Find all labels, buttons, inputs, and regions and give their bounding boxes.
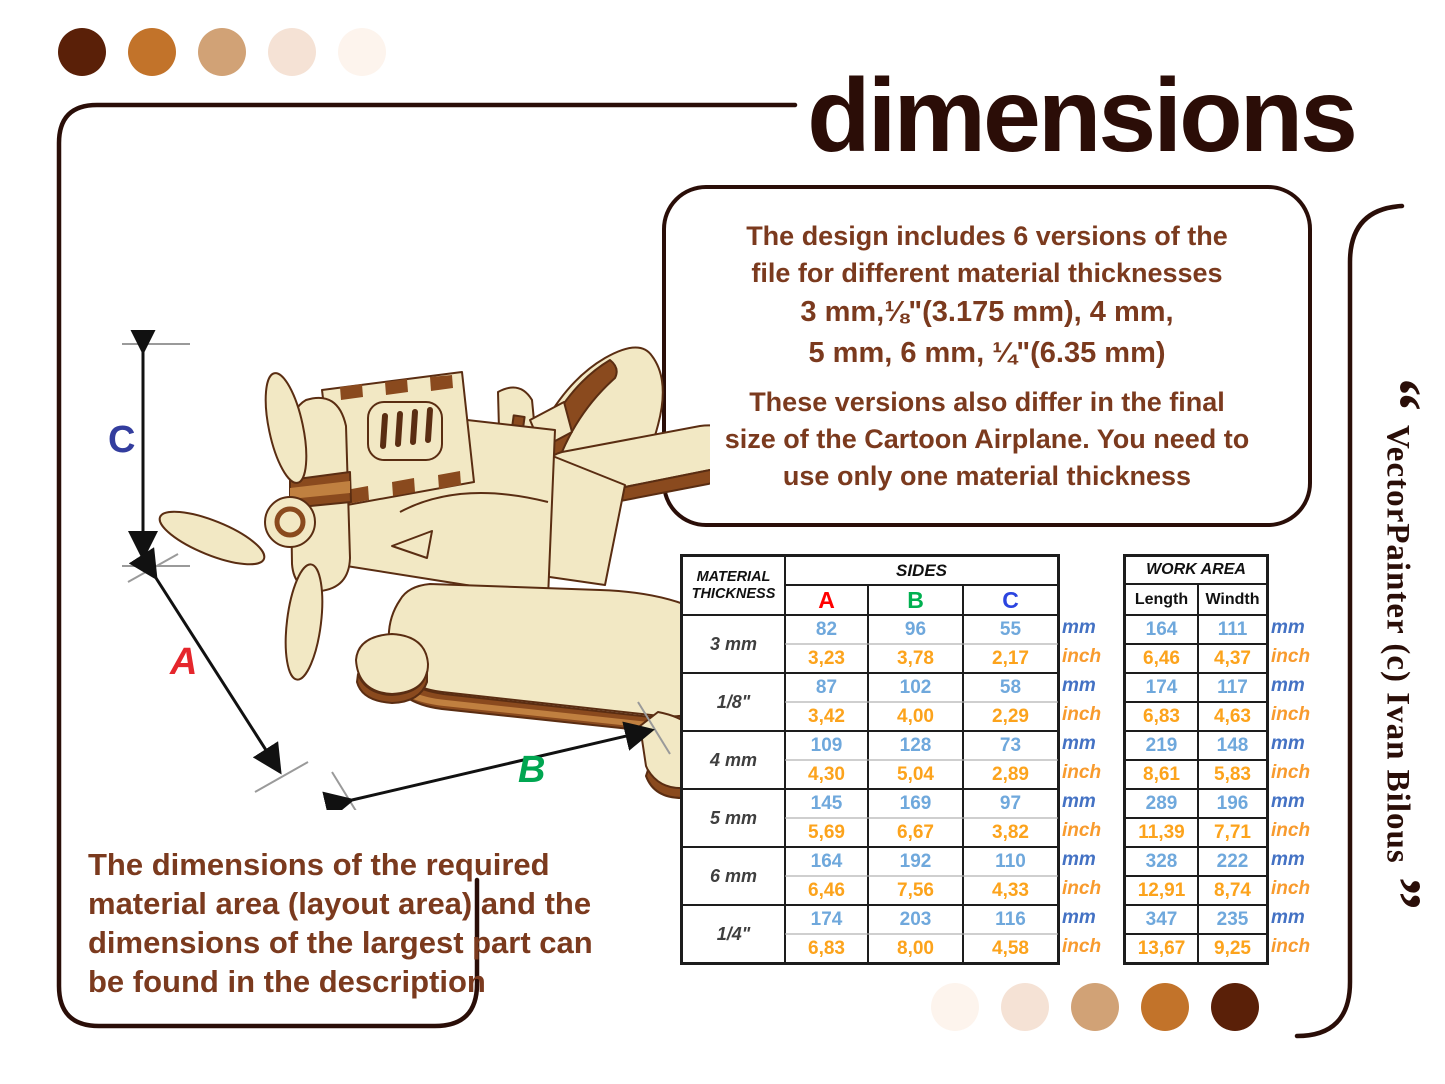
info-box [662, 185, 1312, 527]
unit-label-inch: inch [1062, 819, 1102, 841]
palette-swatch [1071, 983, 1119, 1031]
work-value-inch-cell: 13,67 [1125, 934, 1198, 963]
unit-label-mm: mm [1062, 790, 1096, 812]
work-value-mm-cell: 347 [1125, 905, 1198, 934]
sides-value-inch-cell: 4,33 [963, 876, 1058, 905]
sides-value-inch-cell: 5,69 [785, 818, 868, 847]
info-line: use only one material thickness [782, 460, 1192, 491]
work-value-mm-cell: 235 [1198, 905, 1267, 934]
unit-label-mm: mm [1062, 616, 1096, 638]
sides-value-mm-cell: 174 [785, 905, 868, 934]
bottom-note-line: be found in the description [88, 964, 486, 999]
work-col-header: Length [1125, 584, 1198, 615]
airplane [154, 347, 710, 798]
page-title: dimensions [807, 58, 1355, 174]
unit-label-mm: mm [1271, 848, 1305, 870]
work-value-mm-cell: 289 [1125, 789, 1198, 818]
color-swatches-top [58, 28, 386, 76]
palette-swatch [58, 28, 106, 76]
info-line-thicknesses: 3 mm,⅛"(3.175 mm), 4 mm, [800, 295, 1174, 328]
material-thickness-cell: 3 mm [682, 615, 785, 673]
bottom-note-line: material area (layout area) and the [88, 886, 592, 921]
sides-value-inch-cell: 4,00 [868, 702, 963, 731]
sides-value-inch-cell: 7,56 [868, 876, 963, 905]
work-value-mm-cell: 328 [1125, 847, 1198, 876]
sides-value-mm-cell: 145 [785, 789, 868, 818]
unit-label-inch: inch [1271, 877, 1311, 899]
sides-value-mm-cell: 192 [868, 847, 963, 876]
sides-value-inch-cell: 3,42 [785, 702, 868, 731]
unit-label-mm: mm [1271, 674, 1305, 696]
palette-swatch [338, 28, 386, 76]
palette-swatch [198, 28, 246, 76]
sides-value-inch-cell: 3,23 [785, 644, 868, 673]
unit-label-mm: mm [1271, 616, 1305, 638]
work-col-header: Windth [1198, 584, 1267, 615]
work-value-mm-cell: 148 [1198, 731, 1267, 760]
sides-value-inch-cell: 3,78 [868, 644, 963, 673]
unit-label-mm: mm [1271, 732, 1305, 754]
work-area-table [1123, 554, 1269, 965]
sides-value-mm-cell: 203 [868, 905, 963, 934]
sides-value-mm-cell: 96 [868, 615, 963, 644]
sides-unit-labels [1062, 554, 1101, 961]
work-value-mm-cell: 111 [1198, 615, 1267, 644]
unit-label-inch: inch [1271, 761, 1311, 783]
color-swatches-bottom [931, 983, 1259, 1031]
unit-label-inch: inch [1271, 703, 1311, 725]
unit-label-mm: mm [1271, 906, 1305, 928]
unit-label-inch: inch [1062, 877, 1102, 899]
credit-text: VectorPainter (c) Ivan Bilous [1379, 424, 1416, 864]
sides-value-mm-cell: 110 [963, 847, 1058, 876]
sides-col-header: C [963, 585, 1058, 615]
info-line: The design includes 6 versions of the [746, 220, 1228, 251]
sides-value-inch-cell: 4,30 [785, 760, 868, 789]
work-value-inch-cell: 9,25 [1198, 934, 1267, 963]
work-value-inch-cell: 11,39 [1125, 818, 1198, 847]
work-value-inch-cell: 6,46 [1125, 644, 1198, 673]
sides-value-mm-cell: 97 [963, 789, 1058, 818]
sides-value-mm-cell: 109 [785, 731, 868, 760]
sides-table-sides-header: SIDES [785, 556, 1058, 585]
work-value-mm-cell: 196 [1198, 789, 1267, 818]
sides-value-inch-cell: 5,04 [868, 760, 963, 789]
unit-label-inch: inch [1062, 703, 1102, 725]
airplane-illustration [70, 330, 710, 810]
sides-value-inch-cell: 6,67 [868, 818, 963, 847]
sides-value-mm-cell: 55 [963, 615, 1058, 644]
unit-label-inch: inch [1271, 819, 1311, 841]
bottom-note [88, 845, 593, 1001]
unit-label-inch: inch [1271, 645, 1311, 667]
work-value-inch-cell: 12,91 [1125, 876, 1198, 905]
sides-value-mm-cell: 58 [963, 673, 1058, 702]
sides-value-inch-cell: 3,82 [963, 818, 1058, 847]
open-quote: “ [1360, 377, 1434, 411]
sides-value-inch-cell: 2,17 [963, 644, 1058, 673]
sides-value-mm-cell: 73 [963, 731, 1058, 760]
sides-value-inch-cell: 4,58 [963, 934, 1058, 963]
unit-label-mm: mm [1062, 732, 1096, 754]
sides-value-inch-cell: 6,83 [785, 934, 868, 963]
unit-label-inch: inch [1062, 761, 1102, 783]
credit-vertical [1352, 238, 1442, 1050]
unit-label-inch: inch [1271, 935, 1311, 957]
bottom-note-line: dimensions of the largest part can [88, 925, 593, 960]
material-thickness-cell: 6 mm [682, 847, 785, 905]
sides-value-mm-cell: 87 [785, 673, 868, 702]
dimension-a [128, 554, 308, 792]
unit-label-mm: mm [1062, 906, 1096, 928]
dimension-label-b: B [518, 749, 546, 791]
unit-label-mm: mm [1271, 790, 1305, 812]
sides-value-mm-cell: 102 [868, 673, 963, 702]
sides-value-inch-cell: 2,29 [963, 702, 1058, 731]
sides-value-mm-cell: 169 [868, 789, 963, 818]
work-value-inch-cell: 8,74 [1198, 876, 1267, 905]
palette-swatch [1141, 983, 1189, 1031]
close-quote: ” [1360, 877, 1434, 911]
sides-table-material-header: MATERIAL THICKNESS [682, 556, 785, 615]
work-value-mm-cell: 222 [1198, 847, 1267, 876]
sides-value-mm-cell: 164 [785, 847, 868, 876]
sides-value-inch-cell: 8,00 [868, 934, 963, 963]
work-value-inch-cell: 6,83 [1125, 702, 1198, 731]
palette-swatch [931, 983, 979, 1031]
material-thickness-cell: 1/8" [682, 673, 785, 731]
bottom-note-line: The dimensions of the required [88, 847, 550, 882]
work-value-inch-cell: 7,71 [1198, 818, 1267, 847]
work-value-mm-cell: 117 [1198, 673, 1267, 702]
sides-value-inch-cell: 6,46 [785, 876, 868, 905]
sides-value-mm-cell: 116 [963, 905, 1058, 934]
material-thickness-cell: 4 mm [682, 731, 785, 789]
palette-swatch [1211, 983, 1259, 1031]
work-value-mm-cell: 174 [1125, 673, 1198, 702]
palette-swatch [128, 28, 176, 76]
material-thickness-cell: 1/4" [682, 905, 785, 963]
material-thickness-cell: 5 mm [682, 789, 785, 847]
info-line: size of the Cartoon Airplane. You need to [724, 423, 1250, 454]
work-value-inch-cell: 4,63 [1198, 702, 1267, 731]
unit-label-mm: mm [1062, 848, 1096, 870]
sides-value-inch-cell: 2,89 [963, 760, 1058, 789]
info-line-thicknesses: 5 mm, 6 mm, ¼"(6.35 mm) [808, 336, 1166, 369]
unit-label-inch: inch [1062, 935, 1102, 957]
work-unit-labels [1271, 554, 1310, 961]
unit-label-inch: inch [1062, 645, 1102, 667]
work-value-mm-cell: 219 [1125, 731, 1198, 760]
sides-value-mm-cell: 128 [868, 731, 963, 760]
sides-col-header: B [868, 585, 963, 615]
work-value-inch-cell: 8,61 [1125, 760, 1198, 789]
sides-col-header: A [785, 585, 868, 615]
work-value-inch-cell: 5,83 [1198, 760, 1267, 789]
dimension-label-a: A [170, 641, 198, 683]
unit-label-mm: mm [1062, 674, 1096, 696]
info-line: These versions also differ in the final [749, 386, 1225, 417]
work-area-header: WORK AREA [1125, 556, 1267, 584]
work-value-inch-cell: 4,37 [1198, 644, 1267, 673]
info-line: file for different material thicknesses [751, 257, 1223, 288]
palette-swatch [268, 28, 316, 76]
work-value-mm-cell: 164 [1125, 615, 1198, 644]
sides-value-mm-cell: 82 [785, 615, 868, 644]
dimension-label-c: C [108, 419, 136, 461]
sides-table [680, 554, 1060, 965]
palette-swatch [1001, 983, 1049, 1031]
